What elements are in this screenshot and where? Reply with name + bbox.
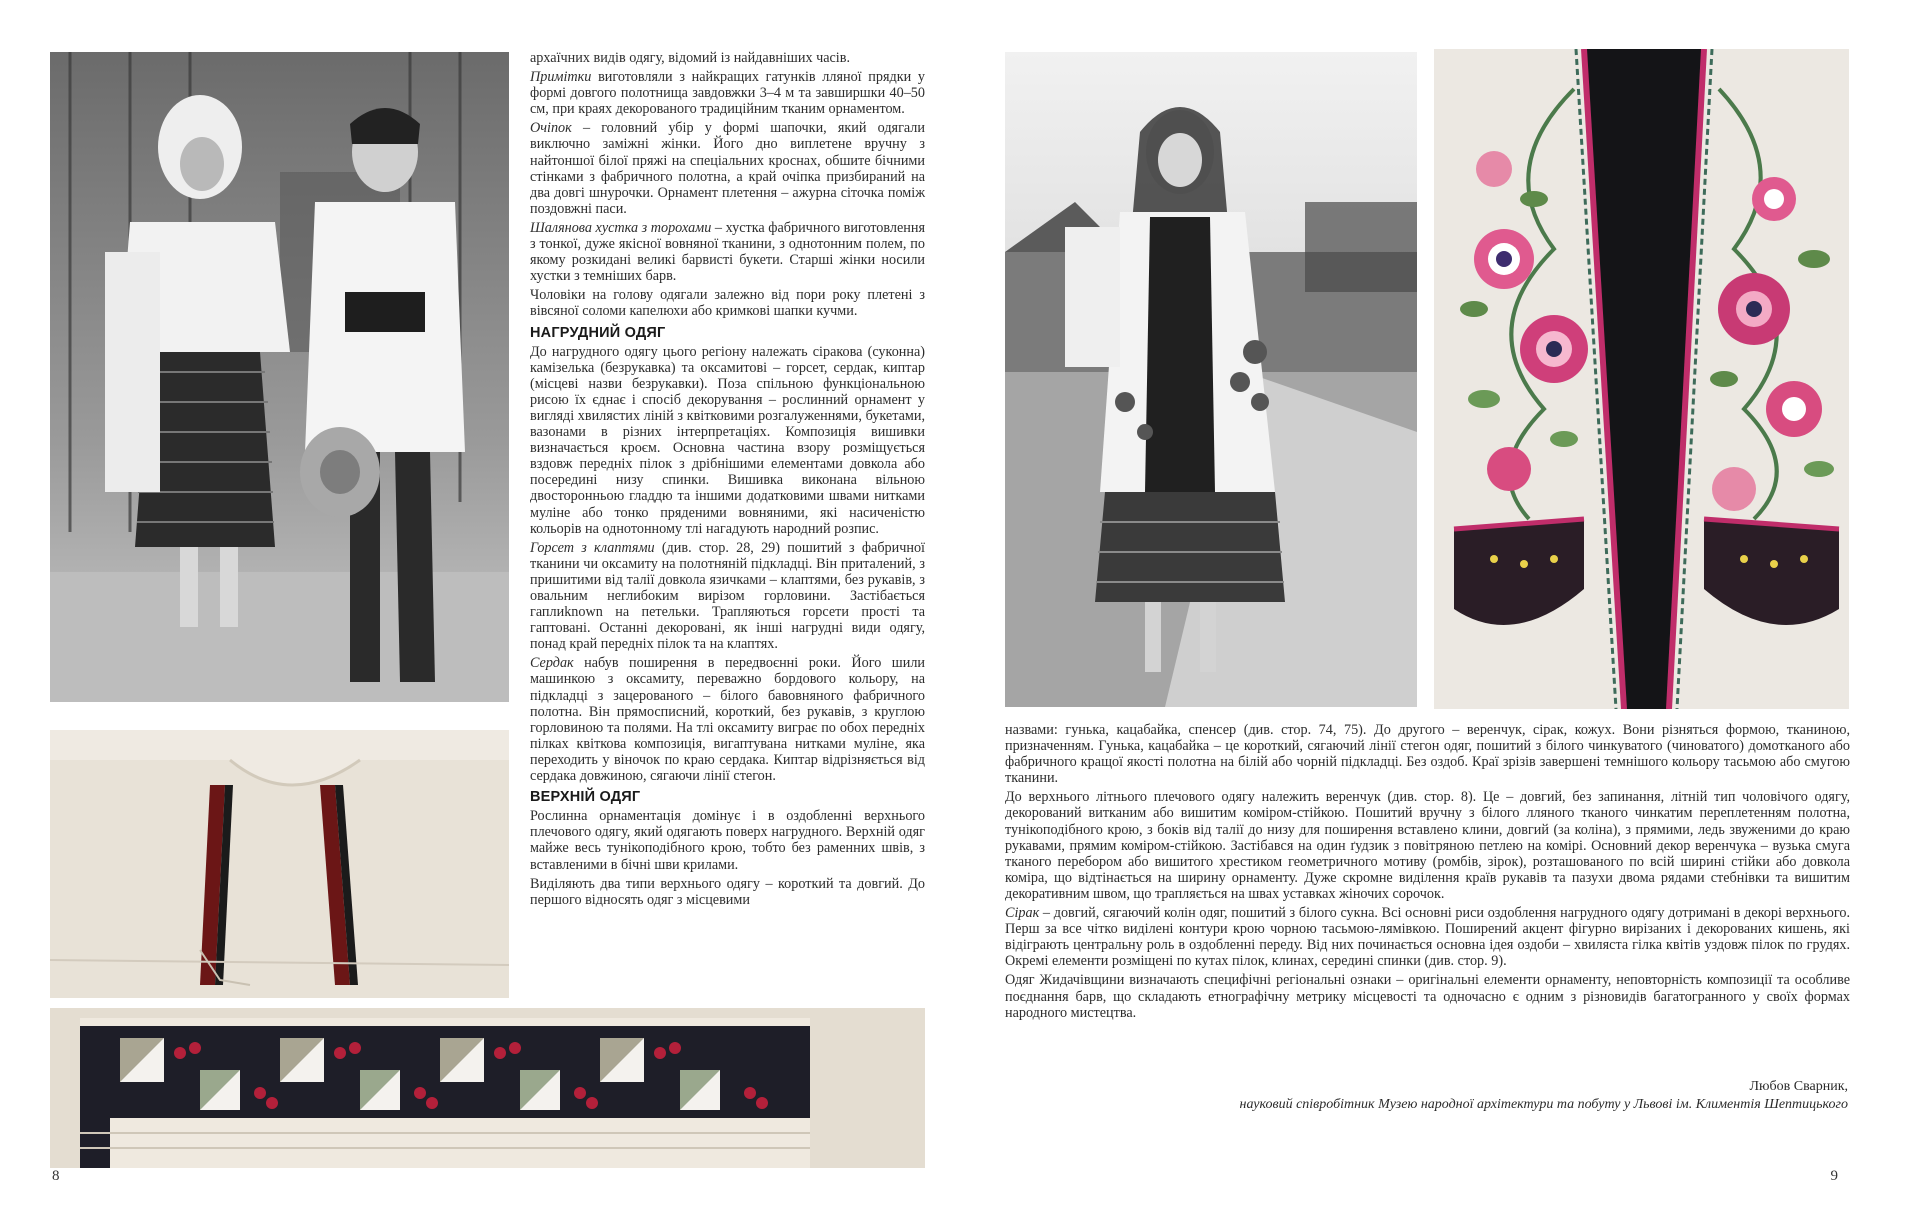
right-text-block bbox=[1005, 722, 1850, 1024]
left-text-column bbox=[530, 50, 925, 911]
section-heading: НАГРУДНИЙ ОДЯГ bbox=[530, 324, 666, 341]
author-affiliation: науковий співробітник Музею народної архітектури та побуту у Львові ім. Климентія Шептицького bbox=[1239, 1097, 1848, 1112]
page-number: 8 bbox=[52, 1168, 60, 1184]
paragraph: Рослинна орнаментація домінує і в оздобленні верхнього плечового одягу, який одягають поверх нагрудного. Верхній одяг майже весь тунікоподібного крою, тобто без раменних швів, з вставленими в бічні шви крилами. bbox=[530, 808, 925, 873]
photo-cross-stitch-band bbox=[50, 1008, 925, 1168]
author-signature bbox=[1028, 1078, 1848, 1114]
right-page bbox=[960, 0, 1920, 1223]
photo-two-people-traditional-costume bbox=[50, 52, 509, 702]
paragraph: До верхнього літнього плечового одягу належить веренчук (див. стор. 8). Це – довгий, без запинання, літній тип чоловічого одягу, декорований витканим або вишитим коміром-стійкою. Пошитий вручну з білого лляного тканого чинкатим переплетенням полотна, тунікоподібного крою, з боків від талії до низу для поширення вставлено клини, довгий (за коліна), з прямими, ледь звуженими до краю рукавами, прямим коміром-стійкою. Застібався на один ґудзик з повітряною петлею на комірі. Основний декор веренчука – вузька смуга тканого перебором або вишитого хрестиком геометричного мотиву (ромбів, зірок), розташованого по всій ширині стійки або довкола коміра, що відтінається на ширину орнаменту. Дуже скромне виділення країв рукавів та пазухи двома рядами стебнівки та вишитим декоративним швом, що трапляється на швах уставках жіночих сорочок. bbox=[1005, 789, 1850, 902]
paragraph: Примітки виготовляли з найкращих гатунків лляної прядки у формі довгого полотнища завдовжки 3–4 м та завширшки 40–50 см, при краях декорованого традиційним тканим орнаментом. bbox=[530, 69, 925, 118]
intro-line: архаїчних видів одягу, відомий із найдавніших часів. bbox=[530, 50, 850, 66]
paragraph: Горсет з клаптями (див. стор. 28, 29) пошитий з фабричної тканини чи оксамиту на полотняній підкладці. Він приталений, з пришитими від талії довкола язичками – клаптями, без рукавів, з овальним неглибоким вирізом горловини. Застібається гаплиknown на петельки. Трапляються горсети прості та гаптовані. Останні декоровані, як інші нагрудні види одягу, понад край передніх пілок та на клаптях. bbox=[530, 539, 926, 653]
author-name: Любов Сварник, bbox=[1749, 1079, 1848, 1094]
photo-woman-in-costume bbox=[1005, 52, 1417, 707]
paragraph: назвами: гунька, кацабайка, спенсер (див. стор. 74, 75). До другого – веренчук, сірак, кожух. Вони різняться формою, тканиною, призначенням. Гунька, кацабайка – це короткий, сягаючий лінії стегон одяг, пошитий з білого чинкуватого (чиноватого) домотканого або фабричного кращої якості полотна на білій або чорній підкладці. Без оздоб. Краї зрізів завершені темнішого кольору тасьмою або смугою тканини. bbox=[1005, 722, 1850, 787]
section-heading: ВЕРХНІЙ ОДЯГ bbox=[530, 789, 641, 806]
paragraph: Сердак набув поширення в передвоєнні роки. Його шили машинкою з оксамиту, переважно бордового кольору, на підкладці з зацерованого – білого бавовняного фабричного полотна. Він прямосписний, короткий, без рукавів, з круглою горловиною та полями. На тлі оксамиту виграє по обох передніх пілках квіткова композиція, вигаптувана нитками муліне, яка переходить у віночок по краю сердака. Киптар відрізняється від сердака довжиною, сягаючи лінії стегон. bbox=[530, 655, 925, 785]
page-number: 9 bbox=[1830, 1168, 1838, 1184]
paragraph: Очіпок – головний убір у формі шапочки, який одягали виключно заміжні жінки. Його дно виплетене вручну з найтоншої білої пряжі на спеціальних кроснах, обшите бічними стінками з фабричного полотна, а край очіпка призбираний на два довгі шнурочки. Орнамент плетення – ажурна сіточка поміж поздовжні паси. bbox=[530, 120, 925, 217]
paragraph: Шалянова хустка з торохами – хустка фабричного виготовлення з тонкої, дуже якісної вовняної тканини, з однотонним полем, по якому розкидані великі барвисті букети. Старші жінки носили хустки з темніших барв. bbox=[530, 219, 926, 285]
photo-shirt-collar-detail bbox=[50, 730, 509, 998]
paragraph: Виділяють два типи верхнього одягу – короткий та довгий. До першого відносять одяг з місцевими bbox=[530, 875, 925, 908]
paragraph: Сірак – довгий, сягаючий колін одяг, пошитий з білого сукна. Всі основні риси оздоблення нагрудного одягу дотримані в декорі верхнього. Перш за все чітко виділені контури крою чорною тасьмою-лямівкою. Поширений акцент фігурно вирізаних і декорованих кишень, які відіграють центральну роль в оздобленні переду. Від них починається основна ідея оздоби – хвиляста гілка квітів уздовж пілок по грудях. Окремі елементи розміщені по кутах пілок, клинах, середині спинки (див. стор. 9). bbox=[1005, 905, 1850, 970]
paragraph: Чоловіки на голову одягали залежно від пори року плетені з вівсяної соломи капелюхи або кримкові шапки кучми. bbox=[530, 287, 925, 320]
photo-embroidered-sirak bbox=[1434, 49, 1849, 709]
paragraph: До нагрудного одягу цього регіону належать сіракова (суконна) камізелька (безрукавка) та оксамитові – горсет, сердак, киптар (місцеві назви безрукавки). Поза спільною функціональною рисою їх єднає і спосіб декорування – рослинний орнамент у вигляді хвилястих ліній з квітковими розгалуженнями, букетами, вазонами в різних інтерпретаціях. Композиція вишивки визначається кроєм. Основна частина взору розміщується вздовж передніх пілок з дрібнішими елементами довкола або посередині низу спинки. Вишивка виконана вільною двосторонньою гладдю та іншими додатковими швами нитками муліне або тонко пряденими вовняними, які насиченістю кольорів на однотонному тлі нагадують народний розпис. bbox=[530, 343, 925, 537]
paragraph: Одяг Жидачівщини визначають специфічні регіональні ознаки – оригінальні елементи орнаменту, неповторність композиції та особливе поєднання барв, що складають етнографічну метрику місцевості та одночасно є одним з різновидів багатогранного у своїх формах народного мистецтва. bbox=[1005, 972, 1850, 1021]
